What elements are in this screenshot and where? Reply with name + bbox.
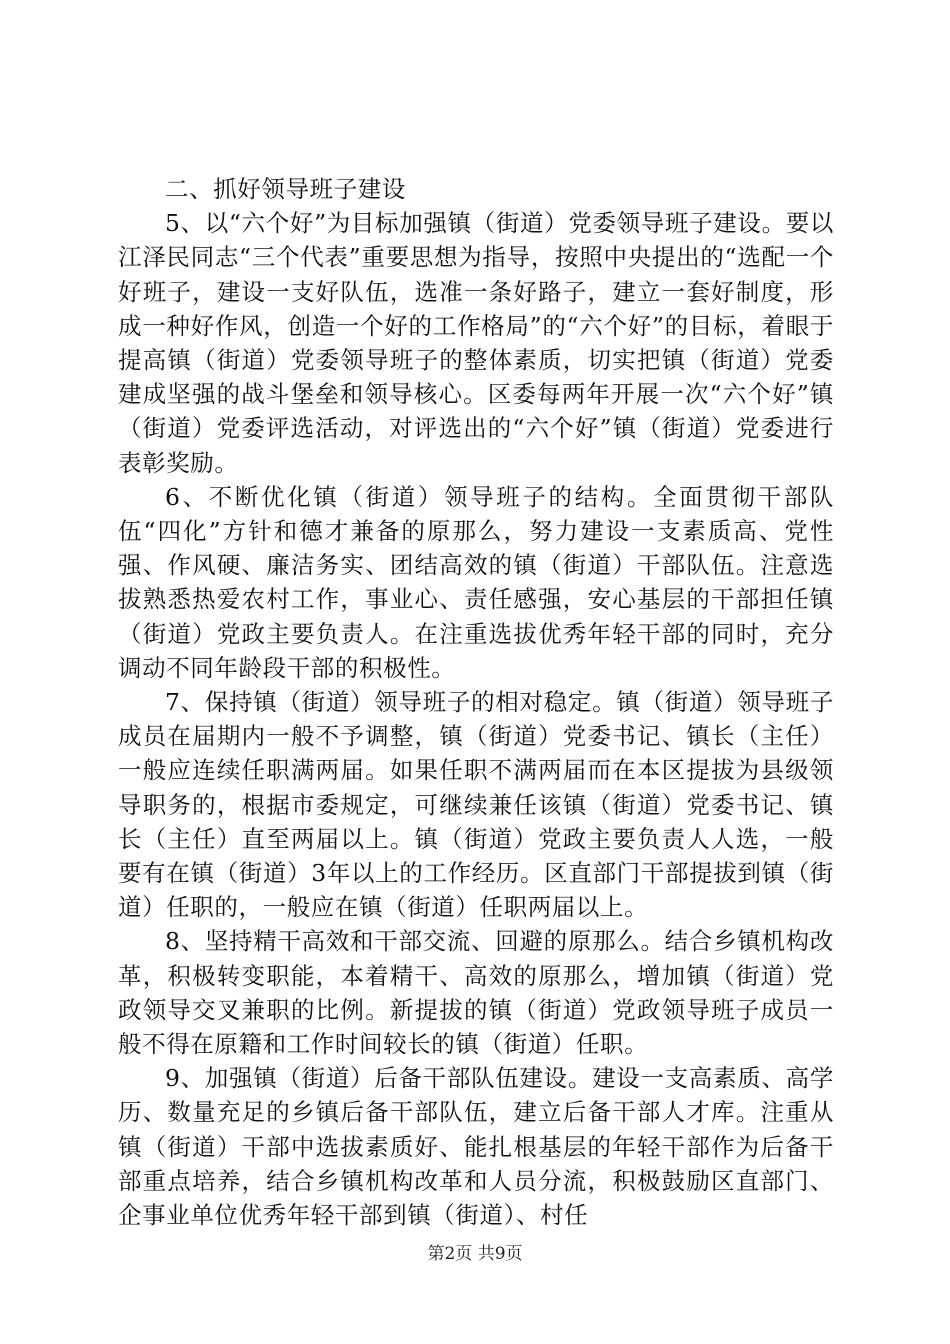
paragraph-6: 6、不断优化镇（街道）领导班子的结构。全面贯彻干部队伍“四化”方针和德才兼备的原那么，努力建设一支素质高、党性强、作风硬、廉洁务实、团结高效的镇（街道）干部队伍。注意选拔熟悉热爱农村工作，事业心、责任感强，安心基层的干部担任镇（街道）党政主要负责人。在注重选拔优秀年轻干部的同时，充分调动不同年龄段干部的积极性。	[118, 482, 834, 682]
paragraph-8: 8、坚持精干高效和干部交流、回避的原那么。结合乡镇机构改革，积极转变职能，本着精干、高效的原那么，增加镇（街道）党政领导交叉兼职的比例。新提拔的镇（街道）党政领导班子成员一般不得在原籍和工作时间较长的镇（街道）任职。	[118, 927, 834, 1059]
paragraph-7: 7、保持镇（街道）领导班子的相对稳定。镇（街道）领导班子成员在届期内一般不予调整，镇（街道）党委书记、镇长（主任）一般应连续任职满两届。如果任职不满两届而在本区提拔为县级领导职务的，根据市委规定，可继续兼任该镇（街道）党委书记、镇长（主任）直至两届以上。镇（街道）党政主要负责人人选，一般要有在镇（街道）3年以上的工作经历。区直部门干部提拔到镇（街道）任职的，一般应在镇（街道）任职两届以上。	[118, 688, 834, 922]
document-body	[118, 172, 834, 1232]
page-footer: 第2页 共9页	[427, 1244, 523, 1264]
section-heading: 二、抓好领导班子建设	[165, 175, 406, 203]
paragraph-5: 5、以“六个好”为目标加强镇（街道）党委领导班子建设。要以江泽民同志“三个代表”重要思想为指导，按照中央提出的“选配一个好班子，建设一支好队伍，选准一条好路子，建立一套好制度，形成一种好作风，创造一个好的工作格局”的“六个好”的目标，着眼于提高镇（街道）党委领导班子的整体素质，切实把镇（街道）党委建成坚强的战斗堡垒和领导核心。区委每两年开展一次“六个好”镇（街道）党委评选活动，对评选出的“六个好”镇（街道）党委进行表彰奖励。	[118, 209, 834, 477]
paragraph-9: 9、加强镇（街道）后备干部队伍建设。建设一支高素质、高学历、数量充足的乡镇后备干部队伍，建立后备干部人才库。注重从镇（街道）干部中选拔素质好、能扎根基层的年轻干部作为后备干部重点培养，结合乡镇机构改革和人员分流，积极鼓励区直部门、企事业单位优秀年轻干部到镇（街道）、村任	[118, 1064, 834, 1230]
